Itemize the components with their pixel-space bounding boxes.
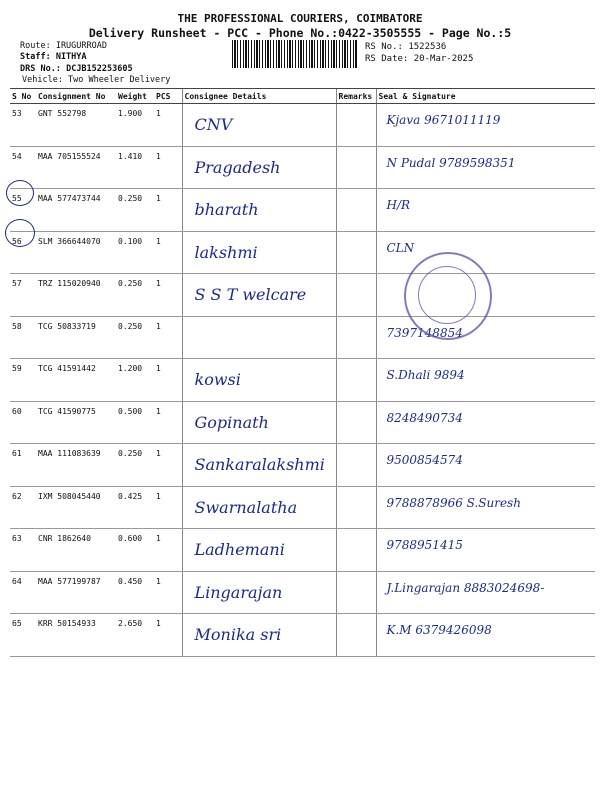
cell-weight: 0.500 (116, 401, 154, 444)
handwritten-name: Monika sri (194, 625, 282, 644)
cell-consignment-no: CNR 1862640 (36, 529, 116, 572)
cell-consignee (182, 316, 336, 359)
cell-sno: 65 (10, 614, 36, 657)
handwritten-signature: H/R (386, 198, 411, 212)
cell-remarks (336, 189, 376, 232)
cell-seal (376, 146, 595, 189)
cell-consignment-no: TCG 50833719 (36, 316, 116, 359)
cell-consignment-no: KRR 50154933 (36, 614, 116, 657)
cell-pcs: 1 (154, 401, 182, 444)
handwritten-name: lakshmi (194, 242, 258, 262)
cell-consignment-no: SLM 366644070 (36, 231, 116, 274)
handwritten-name: Swarnalatha (194, 497, 298, 517)
cell-consignee (182, 571, 336, 614)
cell-sno: 59 (10, 359, 36, 402)
cell-remarks (336, 274, 376, 317)
cell-pcs: 1 (154, 316, 182, 359)
cell-pcs: 1 (154, 486, 182, 529)
cell-weight: 0.250 (116, 316, 154, 359)
cell-seal (376, 316, 595, 359)
cell-sno: 57 (10, 274, 36, 317)
handwritten-signature: 9788878966 S.Suresh (386, 495, 521, 510)
cell-remarks (336, 486, 376, 529)
cell-seal (376, 444, 595, 487)
cell-sno: 56 (10, 231, 36, 274)
cell-weight: 0.250 (116, 444, 154, 487)
cell-consignee (182, 614, 336, 657)
col-consignment: Consignment No (36, 89, 116, 104)
cell-sno: 62 (10, 486, 36, 529)
cell-weight: 0.250 (116, 274, 154, 317)
cell-consignee (182, 401, 336, 444)
handwritten-signature: CLN (386, 240, 415, 255)
cell-seal (376, 104, 595, 147)
route-label: Route: IRUGURROAD (20, 41, 107, 51)
table-row (10, 529, 595, 572)
barcode (232, 40, 358, 68)
table-row (10, 444, 595, 487)
cell-remarks (336, 614, 376, 657)
cell-consignee (182, 486, 336, 529)
col-consignee: Consignee Details (182, 89, 336, 104)
cell-weight: 2.650 (116, 614, 154, 657)
staff-label: Staff: NITHYA (20, 52, 87, 62)
drs-value: DCJB152253605 (66, 64, 133, 74)
cell-sno: 61 (10, 444, 36, 487)
cell-weight: 0.425 (116, 486, 154, 529)
cell-remarks (336, 231, 376, 274)
cell-sno: 58 (10, 316, 36, 359)
cell-consignment-no: MAA 577473744 (36, 189, 116, 232)
cell-consignment-no: GNT 552798 (36, 104, 116, 147)
cell-remarks (336, 529, 376, 572)
cell-remarks (336, 316, 376, 359)
cell-pcs: 1 (154, 146, 182, 189)
table-header-row (10, 89, 595, 104)
drs-number (20, 64, 133, 74)
cell-sno: 60 (10, 401, 36, 444)
cell-pcs: 1 (154, 614, 182, 657)
handwritten-name: bharath (194, 200, 259, 219)
handwritten-name: Sankaralakshmi (194, 455, 325, 474)
handwritten-signature: 9500854574 (386, 453, 463, 467)
handwritten-name: Pragadesh (194, 157, 281, 177)
col-sno: S No (10, 89, 36, 104)
handwritten-name: CNV (194, 115, 233, 134)
vehicle-label: Vehicle: Two Wheeler Delivery (22, 75, 171, 85)
cell-seal (376, 529, 595, 572)
handwritten-signature: 8248490734 (386, 410, 463, 425)
cell-consignment-no: MAA 111083639 (36, 444, 116, 487)
cell-consignment-no: IXM 508045440 (36, 486, 116, 529)
rs-number: RS No.: 1522536 (365, 42, 447, 52)
handwritten-name: Gopinath (194, 412, 269, 432)
handwritten-signature: S.Dhali 9894 (386, 368, 465, 382)
col-weight: Weight (116, 89, 154, 104)
circle-mark (6, 180, 34, 206)
cell-remarks (336, 401, 376, 444)
cell-sno: 63 (10, 529, 36, 572)
stamp-inner-ring (418, 266, 476, 324)
table-row (10, 146, 595, 189)
cell-weight: 0.100 (116, 231, 154, 274)
rs-date: RS Date: 20-Mar-2025 (365, 54, 474, 64)
cell-consignee (182, 146, 336, 189)
cell-sno: 54 (10, 146, 36, 189)
cell-consignee (182, 189, 336, 232)
cell-weight: 1.410 (116, 146, 154, 189)
handwritten-signature: J.Lingarajan 8883024698- (386, 580, 545, 595)
cell-seal (376, 486, 595, 529)
runsheet-subtitle: Delivery Runsheet - PCC - Phone No.:0422-3505555 - Page No.:5 (88, 26, 512, 40)
cell-pcs: 1 (154, 571, 182, 614)
handwritten-signature: K.M 6379426098 (386, 623, 492, 637)
cell-consignee (182, 444, 336, 487)
table-row (10, 316, 595, 359)
cell-sno: 64 (10, 571, 36, 614)
table-row (10, 486, 595, 529)
cell-pcs: 1 (154, 274, 182, 317)
handwritten-name: Ladhemani (194, 540, 285, 559)
table-row (10, 189, 595, 232)
cell-pcs: 1 (154, 104, 182, 147)
cell-pcs: 1 (154, 189, 182, 232)
courier-stamp (404, 252, 492, 340)
cell-remarks (336, 444, 376, 487)
cell-consignment-no: MAA 705155524 (36, 146, 116, 189)
cell-remarks (336, 104, 376, 147)
table-row (10, 274, 595, 317)
handwritten-signature: 9788951415 (386, 538, 463, 552)
table-row (10, 104, 595, 147)
cell-consignee (182, 104, 336, 147)
table-row (10, 614, 595, 657)
handwritten-name: kowsi (194, 370, 241, 389)
cell-consignee (182, 359, 336, 402)
cell-consignment-no: MAA 577199787 (36, 571, 116, 614)
handwritten-signature: 7397148854 (386, 325, 463, 340)
table-row (10, 231, 595, 274)
circle-mark (5, 219, 35, 247)
table-row (10, 571, 595, 614)
cell-consignee (182, 274, 336, 317)
cell-consignment-no: TRZ 115020940 (36, 274, 116, 317)
col-remarks: Remarks (336, 89, 376, 104)
cell-seal (376, 571, 595, 614)
cell-remarks (336, 359, 376, 402)
cell-seal (376, 359, 595, 402)
cell-seal (376, 231, 595, 274)
handwritten-signature: Kjava 9671011119 (386, 113, 501, 127)
cell-weight: 0.450 (116, 571, 154, 614)
cell-weight: 1.200 (116, 359, 154, 402)
drs-label: DRS No.: (20, 64, 61, 74)
cell-weight: 0.600 (116, 529, 154, 572)
col-pcs: PCS (154, 89, 182, 104)
cell-remarks (336, 571, 376, 614)
cell-sno: 55 (10, 189, 36, 232)
cell-weight: 1.900 (116, 104, 154, 147)
handwritten-signature: N Pudal 9789598351 (386, 155, 516, 170)
table-row (10, 359, 595, 402)
cell-sno: 53 (10, 104, 36, 147)
handwritten-name: S S T welcare (194, 285, 307, 304)
cell-seal (376, 401, 595, 444)
cell-seal (376, 189, 595, 232)
cell-pcs: 1 (154, 444, 182, 487)
handwritten-name: Lingarajan (194, 582, 283, 602)
cell-consignment-no: TCG 41591442 (36, 359, 116, 402)
col-seal: Seal & Signature (376, 89, 595, 104)
cell-remarks (336, 146, 376, 189)
cell-consignee (182, 529, 336, 572)
table-row (10, 401, 595, 444)
cell-seal (376, 614, 595, 657)
delivery-table (10, 88, 595, 657)
cell-consignee (182, 231, 336, 274)
cell-weight: 0.250 (116, 189, 154, 232)
cell-pcs: 1 (154, 529, 182, 572)
company-title: THE PROFESSIONAL COURIERS, COIMBATORE (177, 12, 423, 25)
cell-consignment-no: TCG 41590775 (36, 401, 116, 444)
cell-pcs: 1 (154, 231, 182, 274)
cell-pcs: 1 (154, 359, 182, 402)
